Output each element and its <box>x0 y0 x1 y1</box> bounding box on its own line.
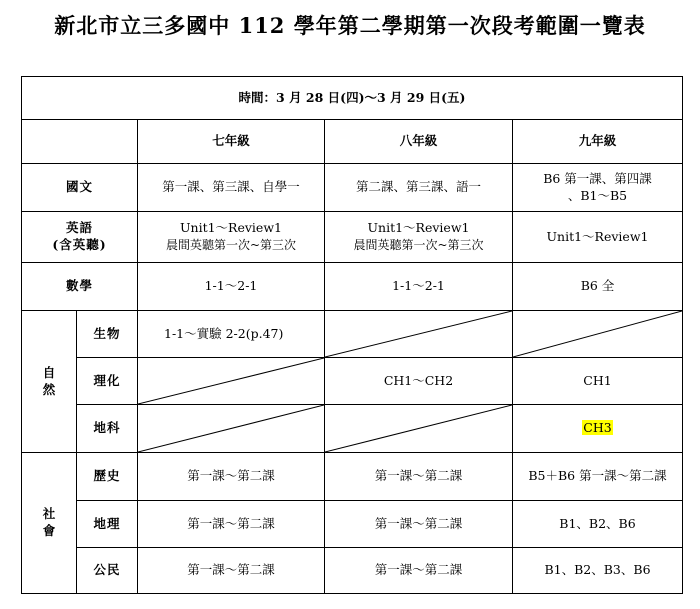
table-row <box>22 164 683 212</box>
group-science <box>22 311 77 453</box>
subject-math: 數學 <box>22 263 138 311</box>
subject-geography: 地理 <box>77 501 138 548</box>
geography-g8: 第一課～第二課 <box>325 501 513 548</box>
subject-earth-science: 地科 <box>77 405 138 453</box>
english-g8 <box>325 212 513 263</box>
table-row <box>22 548 683 594</box>
subject-biology: 生物 <box>77 311 138 358</box>
english-g8-line1: Unit1～Review1 <box>367 220 470 236</box>
subject-chinese: 國文 <box>22 164 138 212</box>
subject-civics: 公民 <box>77 548 138 594</box>
diagonal-slash <box>325 405 512 452</box>
table-row <box>22 453 683 501</box>
earth-science-g9 <box>513 405 683 453</box>
diagonal-slash <box>138 405 324 452</box>
physics-chem-g7-empty <box>138 358 325 405</box>
english-g7-line2: 晨間英聽第一次~第三次 <box>165 238 297 253</box>
group-social-char1: 社 <box>42 506 56 522</box>
chinese-g9-line1: B6 第一課、第四課 <box>543 170 652 186</box>
earth-science-g7-empty <box>138 405 325 453</box>
history-g9: B5＋B6 第一課～第二課 <box>513 453 683 501</box>
group-social-char2: 會 <box>42 523 56 538</box>
exam-scope-table <box>21 76 683 594</box>
math-g7: 1-1～2-1 <box>138 263 325 311</box>
chinese-g8: 第二課、第三課、語一 <box>325 164 513 212</box>
biology-g7: 1-1～實驗 2-2(p.47) <box>138 311 325 358</box>
diagonal-slash <box>513 311 682 357</box>
civics-g7: 第一課～第二課 <box>138 548 325 594</box>
subject-english-line2: (含英聽) <box>52 237 107 252</box>
group-social <box>22 453 77 594</box>
earth-science-g8-empty <box>325 405 513 453</box>
exam-time: 時間：3 月 28 日(四)～3 月 29 日(五) <box>22 77 683 120</box>
civics-g9: B1、B2、B3、B6 <box>513 548 683 594</box>
time-row <box>22 77 683 120</box>
chinese-g7: 第一課、第三課、自學一 <box>138 164 325 212</box>
table-row <box>22 358 683 405</box>
physics-chem-g8: CH1～CH2 <box>325 358 513 405</box>
chinese-g9-line2: 、B1～B5 <box>567 187 628 203</box>
diagonal-slash <box>138 358 324 404</box>
history-g8: 第一課～第二課 <box>325 453 513 501</box>
biology-g9-empty <box>513 311 683 358</box>
diagonal-slash <box>325 311 512 357</box>
table-row <box>22 405 683 453</box>
english-g9: Unit1～Review1 <box>513 212 683 263</box>
grade-9-header: 九年級 <box>513 120 683 164</box>
geography-g7: 第一課～第二課 <box>138 501 325 548</box>
table-row <box>22 212 683 263</box>
grade-8-header: 八年級 <box>325 120 513 164</box>
table-row <box>22 501 683 548</box>
table-row <box>22 263 683 311</box>
english-g7 <box>138 212 325 263</box>
subject-physics-chem: 理化 <box>77 358 138 405</box>
document-title: 新北市立三多國中 112 學年第二學期第一次段考範圍一覽表 <box>54 13 646 38</box>
history-g7: 第一課～第二課 <box>138 453 325 501</box>
grade-7-header: 七年級 <box>138 120 325 164</box>
english-g8-line2: 晨間英聽第一次~第三次 <box>353 238 484 253</box>
biology-g8-empty <box>325 311 513 358</box>
subject-history: 歷史 <box>77 453 138 501</box>
group-science-char1: 自 <box>42 364 56 380</box>
grade-header-row <box>22 120 683 164</box>
math-g8: 1-1～2-1 <box>325 263 513 311</box>
subject-english <box>22 212 138 263</box>
math-g9: B6 全 <box>513 263 683 311</box>
chinese-g9 <box>513 164 683 212</box>
table-row <box>22 311 683 358</box>
geography-g9: B1、B2、B6 <box>513 501 683 548</box>
civics-g8: 第一課～第二課 <box>325 548 513 594</box>
highlighted-text: CH3 <box>583 420 612 436</box>
subject-english-line1: 英語 <box>65 220 93 236</box>
group-science-char2: 然 <box>42 381 56 397</box>
english-g7-line1: Unit1～Review1 <box>180 220 282 236</box>
corner-cell <box>22 120 138 164</box>
physics-chem-g9: CH1 <box>513 358 683 405</box>
